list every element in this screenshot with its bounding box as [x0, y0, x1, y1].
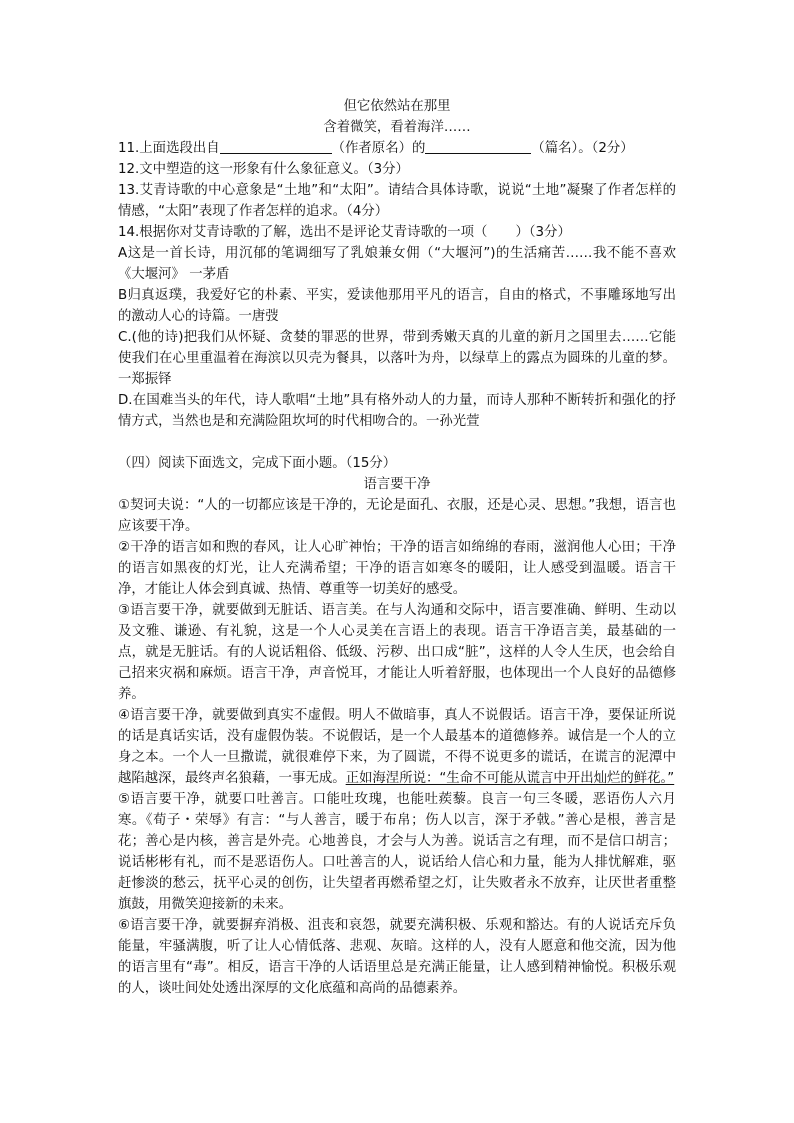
- question-11: [118, 138, 676, 159]
- paragraph-6: ⑥语言要干净，就要摒弃消极、沮丧和哀怨，就要充满积极、乐观和豁达。有的人说话充斥负能量，牢骚满腹，听了让人心情低落、悲观、灰暗。这样的人，没有人愿意和他交流，因为他的语言里有“毒”。相反，语言干净的人话语里总是充满正能量，让人感到精神愉悦。积极乐观的人，谈吐间处处透出深厚的文化底蕴和高尚的品德素养。: [118, 918, 676, 996]
- paragraph-4-underlined-quote: 正如海涅所说：“生命不可能从谎言中开出灿烂的鲜花。”: [345, 771, 675, 786]
- question-11-middle: （作者原名）的: [331, 141, 426, 156]
- option-c: C.(他的诗)把我们从怀疑、贪婪的罪恶的世界，带到秀嫩天真的儿童的新月之国里去……它能使我们在心里重温着在海滨以贝壳为餐具，以落叶为舟，以绿草上的露点为圆珠的儿童的梦。一郑振铎: [118, 330, 676, 387]
- section-heading: （四）阅读下面选文，完成下面小题。（15分）: [118, 456, 397, 471]
- question-14-prefix: 14.根据你对艾青诗歌的了解，选出不是评论艾青诗歌的一项（: [118, 225, 488, 240]
- question-11-suffix: （篇名）。（2分）: [531, 141, 634, 156]
- question-14: [118, 222, 676, 243]
- question-13: 13.艾青诗歌的中心意象是“土地”和“太阳”。请结合具体诗歌，说说“土地”凝聚了作者怎样的情感，“太阳”表现了作者怎样的追求。（4分）: [118, 183, 676, 219]
- spacer: [118, 432, 676, 453]
- paragraph-3: ③语言要干净，就要做到无脏话、语言美。在与人沟通和交际中，语言要准确、鲜明、生动以及文雅、谦逊、有礼貌，这是一个人心灵美在言语上的表现。语言干净语言美，最基础的一点，就是无脏话。有的人说话粗俗、低级、污秽、出口成“脏”，这样的人令人生厌，也会给自己招来灾祸和麻烦。语言干净，声音悦耳，才能让人听着舒服，也体现出一个人良好的品德修养。: [118, 603, 676, 702]
- poem-line-1: 但它依然站在那里: [343, 99, 451, 114]
- paragraph-5: ⑤语言要干净，就要口吐善言。口能吐玫瑰，也能吐蒺藜。良言一句三冬暖，恶语伤人六月寒。《荀子・荣辱》有言：“与人善言，暖于布帛；伤人以言，深于矛戟。”善心是根，善言是花；善心是内核，善言是外壳。心地善良，才会与人为善。说话言之有理，而不是信口胡言；说话彬彬有礼，而不是恶语伤人。口吐善言的人，说话给人信心和力量，能为人排忧解难，驱赶惨淡的愁云，抚平心灵的创伤，让失望者再燃希望之灯，让失败者永不放弃，让厌世者重整旗鼓，用微笑迎接新的未来。: [118, 792, 676, 912]
- paragraph-1: ①契诃夫说：“人的一切都应该是干净的，无论是面孔、衣服，还是心灵、思想。”我想，语言也应该要干净。: [118, 498, 676, 534]
- paragraph-2: ②干净的语言如和煦的春风，让人心旷神怡；干净的语言如绵绵的春雨，滋润他人心田；干净的语言如黑夜的灯光，让人充满希望；干净的语言如寒冬的暖阳，让人感受到温暖。语言干净，才能让人体会到真诚、热情、尊重等一切美好的感受。: [118, 540, 676, 597]
- paragraph-4: [118, 705, 676, 789]
- question-14-suffix: ）（3分）: [515, 225, 571, 240]
- option-d: D.在国难当头的年代，诗人歌唱“土地”具有格外动人的力量，而诗人那种不断转折和强化的抒情方式，当然也是和充满险阻坎坷的时代相吻合的。一孙光萱: [118, 393, 676, 429]
- document-page: [118, 96, 676, 999]
- poem-line-2: 含着微笑，看着海洋……: [323, 120, 471, 135]
- author-answer-blank[interactable]: [220, 139, 332, 154]
- title-answer-blank[interactable]: [425, 139, 531, 154]
- question-11-prefix: 11.上面选段出自: [118, 141, 220, 156]
- option-b: B归真返璞，我爱好它的朴素、平实，爱读他那用平凡的语言，自由的格式，不事雕琢地写出的激动人心的诗篇。一唐弢: [118, 288, 676, 324]
- paragraph-4-text: ④语言要干净，就要做到真实不虚假。明人不做暗事，真人不说假话。语言干净，要保证所说的话是真话实话，没有虚假伪装。不说假话，是一个人最基本的道德修养。诚信是一个人的立身之本。一个人一旦撒谎，就很难停下来，为了圆谎，不得不说更多的谎话，在谎言的泥潭中越陷越深，最终声名狼藉，一事无成。: [118, 708, 676, 786]
- article-title: 语言要干净: [363, 477, 431, 492]
- option-a: A这是一首长诗，用沉郁的笔调细写了乳娘兼女佣（“大堰河”)的生活痛苦……我不能不喜欢《大堰河》 一茅盾: [118, 246, 676, 282]
- question-12: 12.文中塑造的这一形象有什么象征意义。（3分）: [118, 162, 409, 177]
